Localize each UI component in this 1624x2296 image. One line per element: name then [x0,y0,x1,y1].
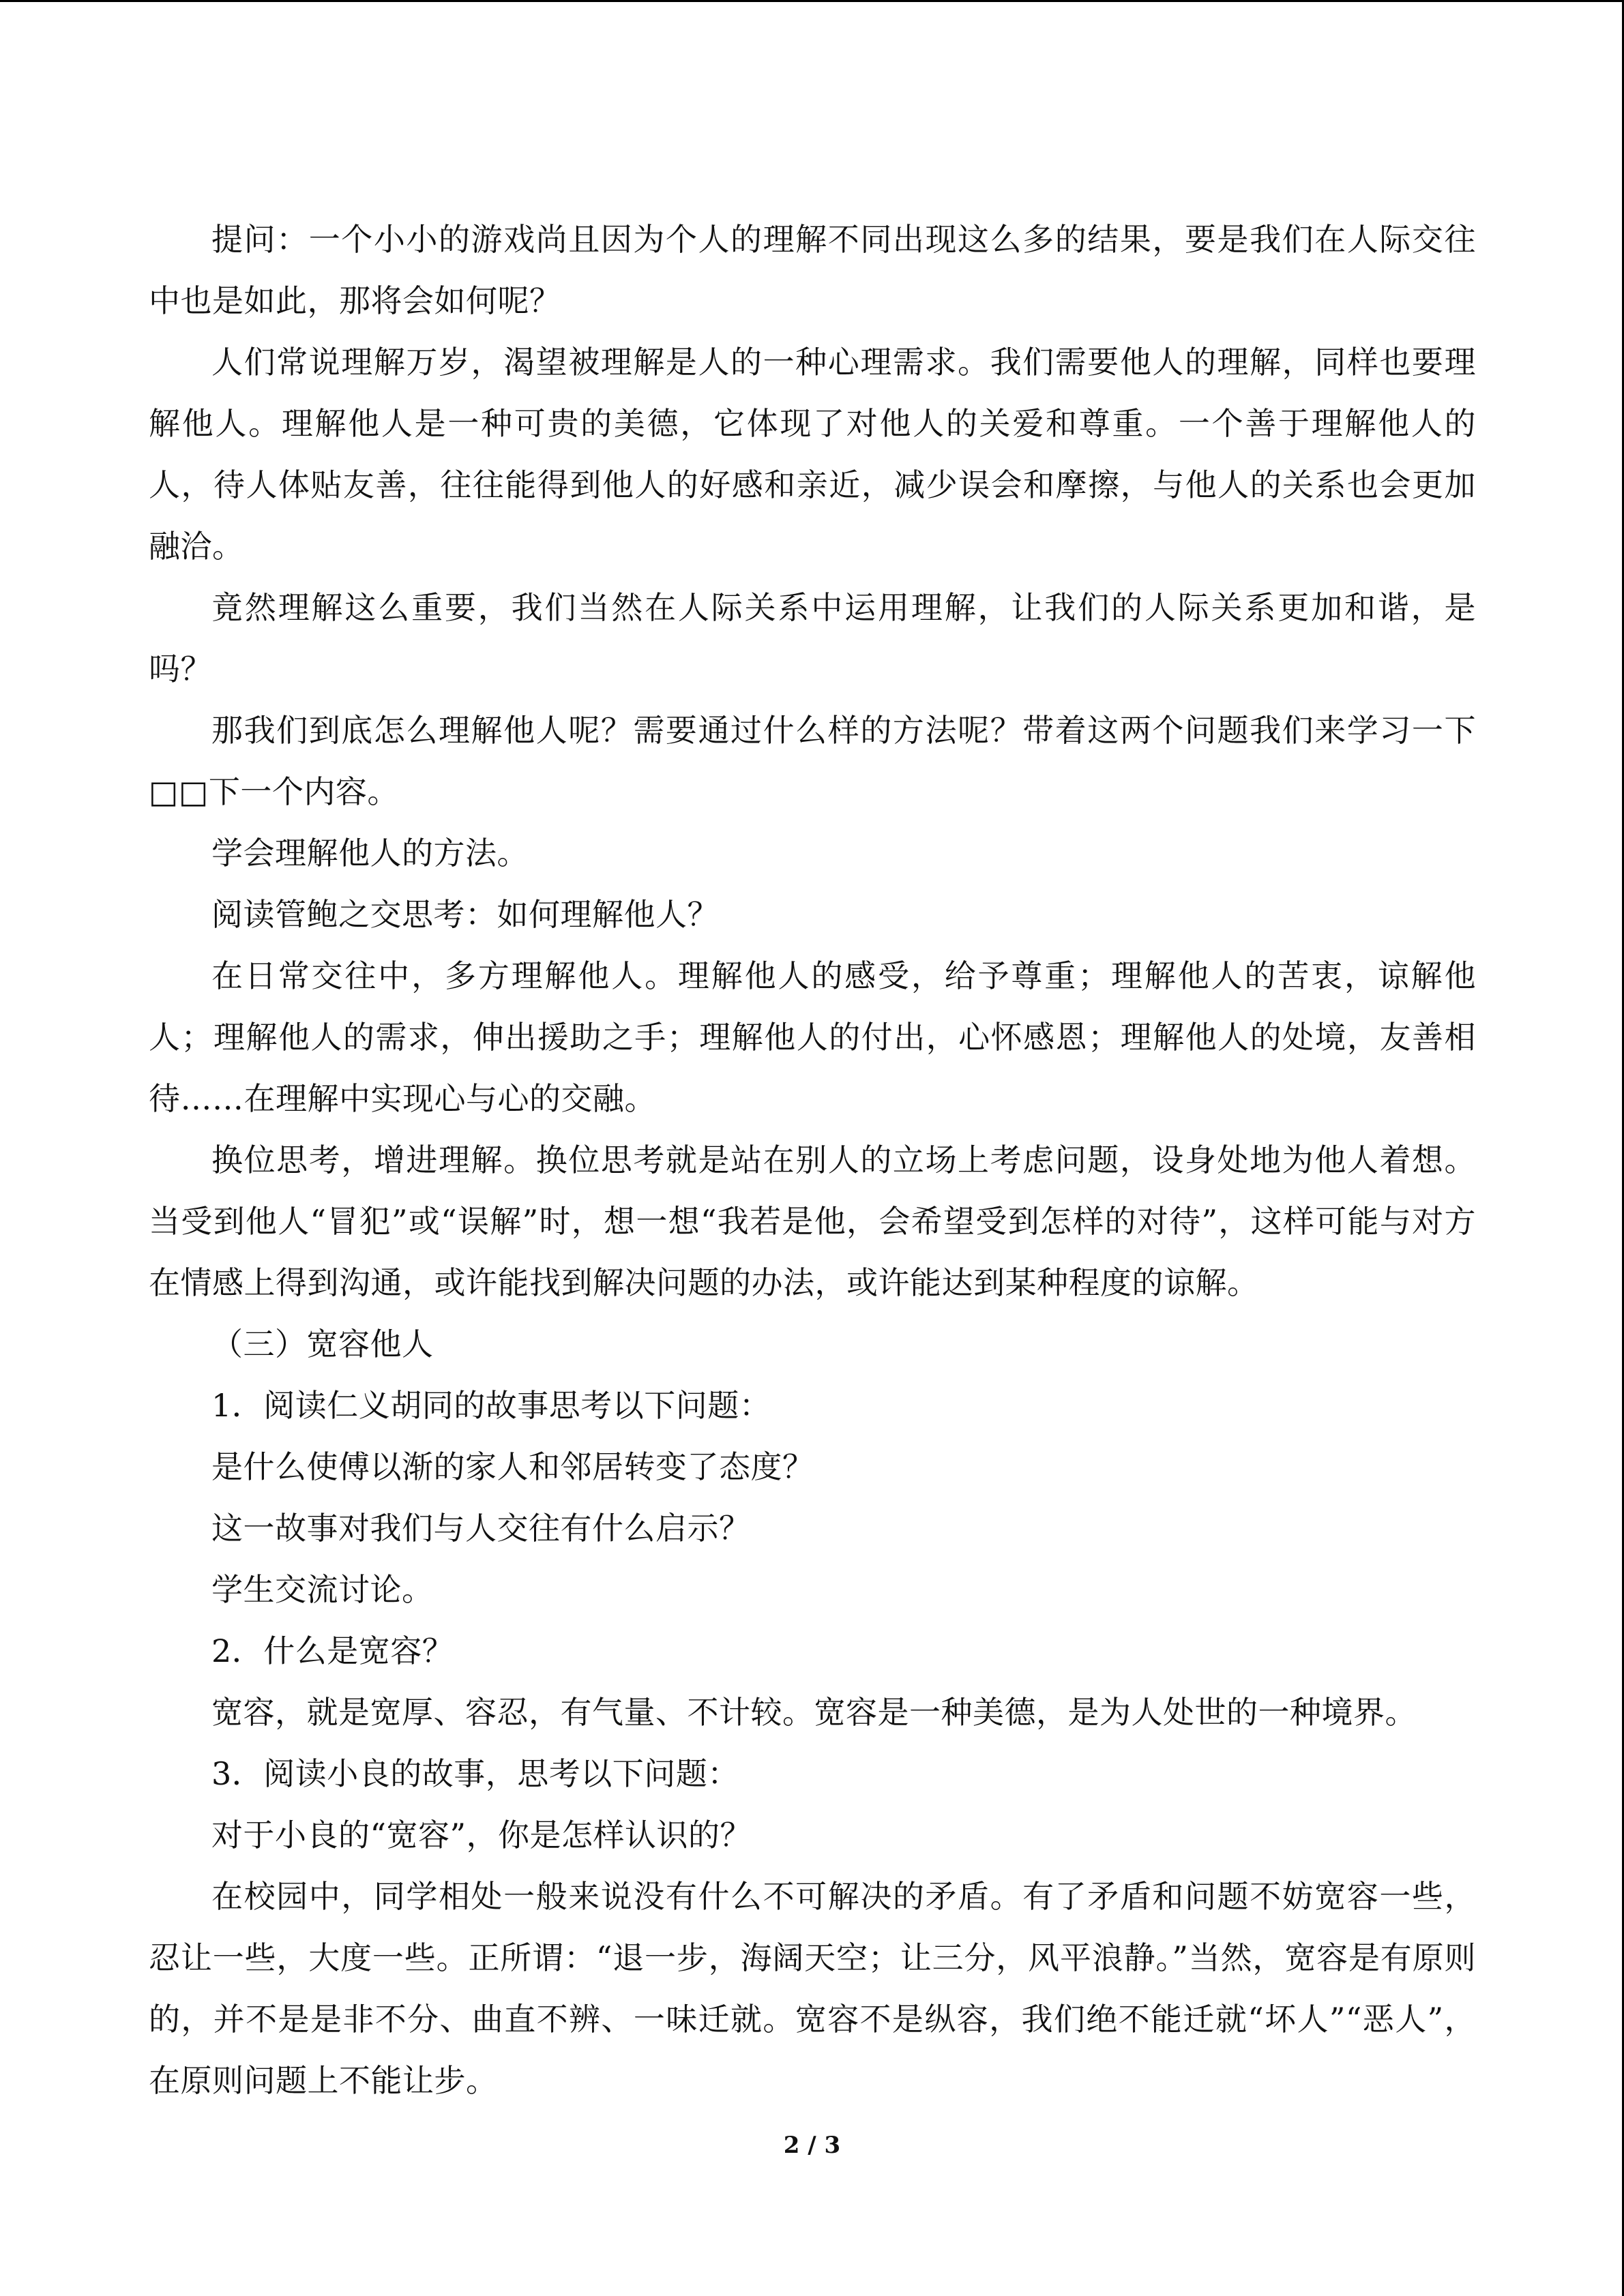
paragraph-xiaoliang-question: 对于小良的“宽容”，你是怎样认识的？ [211,1817,752,1853]
paragraph-daily-understanding: 在日常交往中，多方理解他人。理解他人的感受，给予尊重；理解他人的苦衷，谅解他人；理解他人的需求，伸出援助之手；理解他人的付出，心怀感恩；理解他人的处境，友善相待……在理解中实现心与心的交融。 [149,957,1476,1117]
paragraph-campus-tolerance: 在校园中，同学相处一般来说没有什么不可解决的矛盾。有了矛盾和问题不妨宽容一些，忍让一些，大度一些。正所谓：“退一步，海阔天空；让三分，风平浪静。”当然，宽容是有原则的，并不是是非不分、曲直不辨、一味迁就。宽容不是纵容，我们绝不能迁就“坏人”“恶人”，在原则问题上不能让步。 [149,1878,1476,2099]
page-number: 2 / 3 [783,2132,841,2159]
paragraph-perspective-taking: 换位思考，增进理解。换位思考就是站在别人的立场上考虑问题，设身处地为他人着想。当受到他人“冒犯”或“误解”时，想一想“我若是他，会希望受到怎样的对待”，这样可能与对方在情感上得到沟通，或许能找到解决问题的办法，或许能达到某种程度的谅解。 [149,1142,1476,1301]
paragraph-learn-methods: 学会理解他人的方法。 [211,835,529,871]
paragraph-student-discussion: 学生交流讨论。 [211,1571,434,1608]
paragraph-understanding-importance: 人们常说理解万岁，渴望被理解是人的一种心理需求。我们需要他人的理解，同样也要理解他人。理解他人是一种可贵的美德，它体现了对他人的关爱和尊重。一个善于理解他人的人，待人体贴友善，往往能得到他人的好感和亲近，减少误会和摩擦，与他人的关系也会更加融洽。 [149,344,1476,565]
paragraph-guan-bao-reading: 阅读管鲍之交思考：如何理解他人？ [211,896,719,933]
paragraph-renyi-hutong: 1．阅读仁义胡同的故事思考以下问题： [211,1387,771,1424]
paragraph-what-is-tolerance: 2．什么是宽容？ [211,1632,454,1669]
paragraph-question: 提问：一个小小的游戏尚且因为个人的理解不同出现这么多的结果，要是我们在人际交往中也是如此，那将会如何呢？ [149,221,1476,319]
paragraph-question-fu-yijian: 是什么使傅以渐的家人和邻居转变了态度？ [211,1448,814,1485]
paragraph-xiaoliang-reading: 3．阅读小良的故事，思考以下问题： [211,1755,739,1792]
paragraph-question-inspiration: 这一故事对我们与人交往有什么启示？ [211,1510,751,1547]
paragraph-tolerance-definition: 宽容，就是宽厚、容忍，有气量、不计较。宽容是一种美德，是为人处世的一种境界。 [211,1694,1417,1731]
paragraph-how-to-understand: 那我们到底怎么理解他人呢？需要通过什么样的方法呢？带着这两个问题我们来学习一下□□下一个内容。 [149,712,1476,810]
paragraph-apply-understanding: 竟然理解这么重要，我们当然在人际关系中运用理解，让我们的人际关系更加和谐，是吗？ [149,589,1476,687]
section-heading-tolerance: （三）宽容他人 [211,1326,434,1362]
document-body [149,209,1476,2111]
top-border-line [0,0,1624,2]
